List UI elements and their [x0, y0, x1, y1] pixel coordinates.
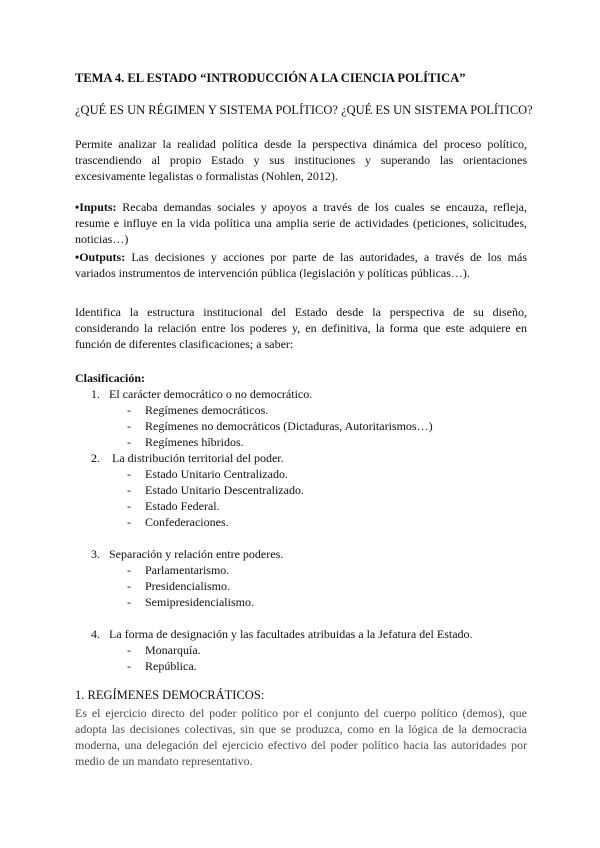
list-item: - Regímenes no democráticos (Dictaduras, Autoritarismos…) [127, 419, 433, 433]
list-item: - Semipresidencialismo. [127, 595, 254, 609]
classification-item-4: 4. [91, 627, 100, 641]
classification-heading: Clasificación: [75, 371, 145, 385]
list-item: - Parlamentarismo. [127, 563, 230, 577]
list-item: - Presidencialismo. [127, 579, 230, 593]
list-item: - Estado Unitario Descentralizado. [127, 483, 304, 497]
list-item: - Monarquía. [127, 643, 201, 657]
inputs-label: •Inputs: [75, 200, 117, 214]
section-heading: 1. REGÍMENES DEMOCRÁTICOS: [75, 688, 265, 702]
page-title: TEMA 4. EL ESTADO “INTRODUCCIÓN A LA CIENCIA POLÍTICA” [75, 71, 466, 85]
outputs-label: •Outputs: [75, 250, 126, 264]
list-item: - República. [127, 659, 197, 673]
classification-item-4-label: La forma de designación y las facultades atribuidas a la Jefatura del Estado. [109, 627, 473, 641]
outputs-text: Las decisiones y acciones por parte de las autoridades, a través de los más variados instrumentos de intervención pública (legislación y políticas públicas…). [75, 250, 527, 280]
inputs-text: Recaba demandas sociales y apoyos a través de los cuales se encauza, refleja, resume e influye en la vida política una amplia serie de actividades (peticiones, solicitudes, noticias…) [75, 200, 527, 246]
list-item: - Confederaciones. [127, 515, 229, 529]
section-paragraph: Es el ejercicio directo del poder político por el conjunto del cuerpo político (demos), que adopta las decisiones colectivas, sin que se produzca, como en la lógica de la democracia moderna, una delegación del ejercicio efectivo del poder político hacia las autoridades por medio de un mandato representativo. [75, 706, 527, 768]
list-item: - Estado Unitario Centralizado. [127, 467, 288, 481]
classification-item-2: 2. [91, 451, 100, 465]
classification-item-1-label: El carácter democrático o no democrático. [109, 387, 313, 401]
classification-item-1: 1. [91, 387, 100, 401]
classification-item-2-label: La distribución territorial del poder. [112, 451, 284, 465]
inputs-paragraph [75, 199, 527, 247]
list-item: - Regímenes democráticos. [127, 403, 269, 417]
classification-item-3: 3. [91, 547, 100, 561]
outputs-paragraph [75, 249, 527, 281]
classification-item-3-label: Separación y relación entre poderes. [109, 547, 284, 561]
intro-paragraph: Permite analizar la realidad política desde la perspectiva dinámica del proceso político, trascendiendo al propio Estado y sus instituciones y superando las orientaciones excesivamente legalistas o formalistas (Nohlen, 2012). [75, 137, 527, 183]
structure-paragraph: Identifica la estructura institucional del Estado desde la perspectiva de su diseño, considerando la relación entre los poderes y, en definitiva, la forma que este adquiere en función de diferentes clasificaciones; a saber: [75, 305, 527, 351]
list-item: - Regímenes híbridos. [127, 435, 244, 449]
list-item: - Estado Federal. [127, 499, 220, 513]
page-subtitle: ¿QUÉ ES UN RÉGIMEN Y SISTEMA POLÍTICO? ¿QUÉ ES UN SISTEMA POLÍTICO? [75, 103, 533, 117]
